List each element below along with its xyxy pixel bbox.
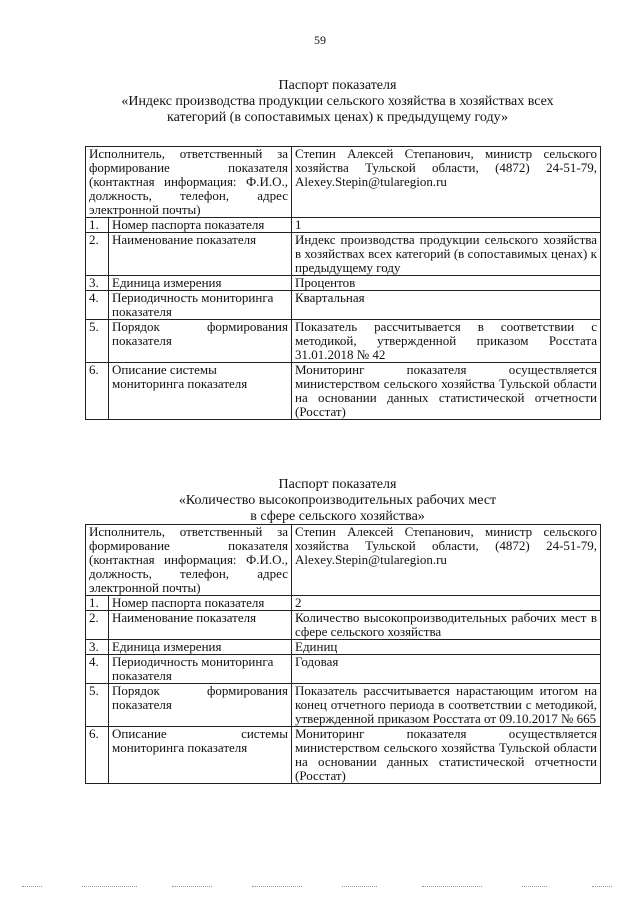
row-label: Порядок формирования показателя <box>109 320 292 363</box>
row-value: Индекс производства продукции сельского хозяйства в хозяйствах всех категорий (в сопоставимых ценах) к предыдущему году <box>292 233 601 276</box>
row-number: 6. <box>86 727 109 784</box>
row-value: Мониторинг показателя осуществляется министерством сельского хозяйства Тульской области на основании данных статистической отчетности (Росстат) <box>292 727 601 784</box>
row-label: Наименование показателя <box>109 611 292 640</box>
row-value: Квартальная <box>292 291 601 320</box>
passport-2-table <box>85 524 601 784</box>
row-value: 1 <box>292 218 601 233</box>
row-label: Периодичность мониторинга показателя <box>109 291 292 320</box>
row-value: Годовая <box>292 655 601 684</box>
table-row <box>86 320 601 363</box>
executor-label: Исполнитель, ответственный за формирование показателя (контактная информация: Ф.И.О., должность, телефон, адрес электронной почты) <box>86 147 292 218</box>
row-value: Единиц <box>292 640 601 655</box>
row-number: 6. <box>86 363 109 420</box>
row-number: 5. <box>86 320 109 363</box>
table-row <box>86 655 601 684</box>
table-row <box>86 291 601 320</box>
row-number: 2. <box>86 233 109 276</box>
row-number: 4. <box>86 655 109 684</box>
executor-value: Степин Алексей Степанович, министр сельского хозяйства Тульской области, (4872) 24-51-79, Alexey.Stepin@tularegion.ru <box>292 525 601 596</box>
passport-1-table <box>85 146 601 420</box>
row-value: Количество высокопроизводительных рабочих мест в сфере сельского хозяйства <box>292 611 601 640</box>
row-number: 3. <box>86 276 109 291</box>
row-label: Единица измерения <box>109 276 292 291</box>
row-label: Порядок формирования показателя <box>109 684 292 727</box>
table-row <box>86 596 601 611</box>
row-label: Описание системы мониторинга показателя <box>109 363 292 420</box>
row-label: Номер паспорта показателя <box>109 218 292 233</box>
row-value: Мониторинг показателя осуществляется министерством сельского хозяйства Тульской области на основании данных статистической отчетности (Росстат) <box>292 363 601 420</box>
row-label: Наименование показателя <box>109 233 292 276</box>
row-number: 4. <box>86 291 109 320</box>
passport-2-title <box>60 477 615 525</box>
row-label: Номер паспорта показателя <box>109 596 292 611</box>
passport-1-title <box>60 78 615 126</box>
executor-label: Исполнитель, ответственный за формирование показателя (контактная информация: Ф.И.О., должность, телефон, адрес электронной почты) <box>86 525 292 596</box>
row-label: Описание системы мониторинга показателя <box>109 727 292 784</box>
row-value: Показатель рассчитывается в соответствии с методикой, утвержденной приказом Росстата 31.01.2018 № 42 <box>292 320 601 363</box>
row-number: 1. <box>86 218 109 233</box>
table-row <box>86 684 601 727</box>
table-row <box>86 218 601 233</box>
row-value: Показатель рассчитывается нарастающим итогом на конец отчетного периода в соответствии с методикой, утвержденной приказом Росстата от 09.10.2017 № 665 <box>292 684 601 727</box>
row-number: 2. <box>86 611 109 640</box>
table-row <box>86 640 601 655</box>
row-label: Единица измерения <box>109 640 292 655</box>
table-row <box>86 276 601 291</box>
passport-subheading-line: в сфере сельского хозяйства» <box>250 509 425 524</box>
row-number: 5. <box>86 684 109 727</box>
row-label: Периодичность мониторинга показателя <box>109 655 292 684</box>
passport-subheading-line: «Индекс производства продукции сельского хозяйства в хозяйствах всех <box>121 94 554 109</box>
table-row <box>86 363 601 420</box>
row-number: 1. <box>86 596 109 611</box>
passport-subheading-line: категорий (в сопоставимых ценах) к предыдущему году» <box>167 110 508 125</box>
executor-value: Степин Алексей Степанович, министр сельского хозяйства Тульской области, (4872) 24-51-79, Alexey.Stepin@tularegion.ru <box>292 147 601 218</box>
table-row <box>86 233 601 276</box>
passport-heading: Паспорт показателя <box>278 78 397 93</box>
table-row <box>86 727 601 784</box>
passport-heading: Паспорт показателя <box>278 477 397 492</box>
passport-subheading-line: «Количество высокопроизводительных рабочих мест <box>178 493 497 508</box>
row-value: 2 <box>292 596 601 611</box>
table-row <box>86 525 601 596</box>
row-value: Процентов <box>292 276 601 291</box>
table-row <box>86 147 601 218</box>
page-number: 59 <box>314 33 326 47</box>
scan-artifacts <box>22 886 622 890</box>
row-number: 3. <box>86 640 109 655</box>
table-row <box>86 611 601 640</box>
